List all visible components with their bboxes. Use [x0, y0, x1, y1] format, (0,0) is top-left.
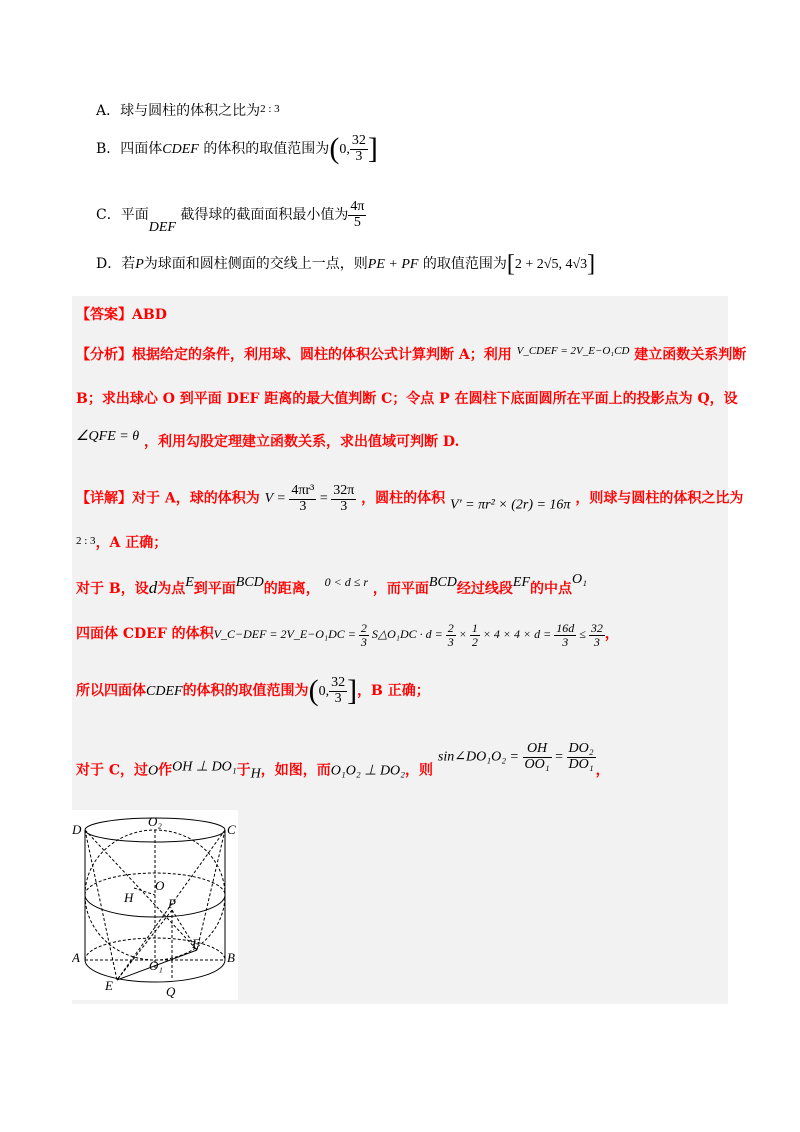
analysis-line-2	[76, 388, 738, 408]
sphere-volume-value: $\frac{32\pi}{3}$	[333, 483, 355, 514]
label-d: D	[72, 822, 82, 837]
detail-b-t4: ，而平面	[372, 581, 429, 597]
d-range: 0 < d ≤ r	[324, 575, 369, 589]
perp-oh: OH ⊥ DO₁	[172, 759, 237, 775]
point-o: O	[148, 763, 159, 779]
analysis-text-1b: 建立函数关系判断	[634, 347, 747, 363]
analysis-label: 【分析】	[76, 347, 132, 363]
perp-o1o2: O₁O₂ ⊥ DO₂	[330, 763, 406, 779]
detail-line-a2	[76, 532, 167, 552]
plane-bcd: BCD	[235, 575, 264, 590]
detail-line-b1	[76, 572, 587, 598]
label-e: E	[105, 978, 113, 993]
detail-a-intro: 对于 A，球的体积为	[132, 490, 260, 507]
option-b-interval-open: 0,	[339, 142, 350, 158]
label-o: O	[155, 878, 165, 893]
detail-line-c: 对于 C，过O作OH ⊥ DO₁于H，如图，而O₁O₂ ⊥ DO₂，则 sin∠DO₁O₂ = $\frac{OH}{\text{OO₁}}$ = $\frac{\text{DO₂}}{\text{DO₁}}$ ，	[76, 741, 610, 782]
answer-line	[76, 304, 167, 324]
label-c: C	[227, 822, 236, 837]
analysis-text-2: B；求出球心 O 到平面 DEF 距离的最大值判断 C；令点 P 在圆柱下底面圆所在平面上的投影点为 Q，设	[76, 391, 738, 407]
analysis-text-1: 根据给定的条件，利用球、圆柱的体积公式计算判断 A；利用	[132, 347, 512, 363]
line-c-f	[197, 830, 225, 950]
detail-b-t6: 的中点	[530, 581, 572, 597]
option-b	[96, 134, 378, 164]
label-a: A	[72, 950, 80, 965]
option-b-object: CDEF	[162, 142, 199, 158]
plane-bcd-2: BCD	[428, 575, 457, 590]
detail-b-intro: 对于 B，设	[76, 581, 149, 597]
option-d-p: P	[135, 257, 144, 272]
label-o2: O₂	[148, 814, 162, 829]
option-d-interval: 2 + 2√5, 4√3	[514, 257, 588, 272]
detail-b-t1: 为点	[157, 581, 186, 597]
analysis-line-1	[76, 344, 746, 364]
detail-line-b3: 所以四面体CDEF的体积的取值范围为(0, $\frac{32}{3}$ ]，B 正确；	[76, 674, 430, 708]
option-b-label: B．四面体	[96, 141, 163, 158]
detail-a-tail: ，则球与圆柱的体积之比为	[575, 490, 744, 507]
sine-formula: sin∠DO₁O₂ = $\frac{OH}{\text{OO₁}}$ = $\frac{\text{DO₂}}{\text{DO₁}}$	[437, 741, 594, 772]
option-c-plane: DEF	[148, 220, 176, 236]
tetra-volume-formula: V_C−DEF = 2V_E−O₁DC = $\frac{2}{3}$ S△O₁DC · d = $\frac{2}{3}$ × $\frac{1}{2}$ × 4 × 4 × d = $\frac{16d}{3}$ ≤ $\frac{32}{3}$	[213, 621, 603, 649]
detail-line-a: 【详解】对于 A，球的体积为 V = $\frac{\text{4πr³}}{3}$ = $\frac{32\pi}{3}$ ，圆柱的体积 V′ = πr² × (2r) = 16π ，则球与圆柱的体积之比为	[76, 483, 744, 514]
figure-svg	[72, 810, 238, 1000]
sphere-volume-fraction: $\frac{\text{4πr³}}{3}$	[291, 483, 315, 514]
detail-b-t3: 的距离，	[263, 581, 320, 597]
analysis-formula-1: V_CDEF = 2V_E−O₁CD	[516, 345, 630, 357]
option-c-fraction: $\frac{4\pi}{5}$	[350, 199, 365, 230]
option-d: D．若P为球面和圆柱侧面的交线上一点，则PE + PF 的取值范围为[2 + 2√5, 4√3]	[96, 251, 596, 277]
option-b-text: 的体积的取值范围为	[203, 141, 330, 158]
range-fraction: $\frac{32}{3}$	[331, 675, 346, 706]
cylinder-sphere-figure	[72, 810, 238, 1000]
label-f: F	[192, 936, 200, 951]
option-b-close-bracket: ]	[367, 132, 378, 166]
line-d-e	[85, 830, 117, 980]
option-b-open-paren: (	[329, 132, 340, 166]
answer-text: 【答案】ABD	[76, 307, 167, 323]
detail-line-b2: 四面体 CDEF 的体积V_C−DEF = 2V_E−O₁DC = $\frac{2}{3}$ S△O₁DC · d = $\frac{2}{3}$ × $\frac{1}{2}$ × 4 × 4 × d = $\frac{16d}{3}$ ≤ $\frac{32}{3}$ ，	[76, 621, 619, 649]
option-d-text2: 的取值范围为	[422, 256, 507, 272]
analysis-text-3: ，利用勾股定理建立函数关系，求出值域可判断 D.	[143, 434, 460, 450]
detail-b-t5: 经过线段	[456, 581, 513, 597]
detail-label: 【详解】	[76, 490, 132, 507]
detail-c-intro: 对于 C，过	[76, 762, 149, 779]
detail-b-correct: ，B 正确；	[357, 683, 430, 700]
label-p: P	[168, 896, 176, 911]
option-b-fraction: $\frac{32}{3}$	[351, 133, 366, 164]
option-d-expr: PE + PF	[367, 257, 419, 272]
analysis-line-3	[76, 428, 459, 451]
analysis-formula-3: ∠QFE = θ	[76, 429, 140, 444]
option-d-text1: 为球面和圆柱侧面的交线上一点，则	[143, 256, 368, 272]
detail-b-t2: 到平面	[193, 581, 236, 597]
label-q: Q	[166, 984, 176, 999]
detail-b-vol-label: 四面体 CDEF 的体积	[76, 625, 214, 642]
label-h: H	[124, 890, 134, 905]
point-e: E	[185, 575, 194, 590]
point-h: H	[250, 766, 261, 782]
option-a-text: A．球与圆柱的体积之比为	[96, 103, 261, 119]
detail-b-concl1: 所以四面体	[76, 683, 146, 700]
option-c	[96, 200, 366, 236]
segment-ef: EF	[512, 575, 530, 590]
volume-ratio: 2 : 3	[76, 535, 96, 547]
option-c-label: C．平面	[96, 207, 149, 224]
option-a-ratio: 2 : 3	[260, 103, 280, 115]
option-d-label: D．若	[96, 256, 136, 272]
cylinder-volume-formula: V′ = πr² × (2r) = 16π	[450, 497, 571, 513]
label-o1: O₁	[149, 958, 163, 973]
label-b: B	[227, 950, 235, 965]
tetra-name: CDEF	[146, 684, 183, 700]
detail-b-concl2: 的体积的取值范围为	[182, 683, 309, 700]
option-a	[96, 100, 280, 120]
point-o1: O₁	[572, 572, 587, 587]
option-c-text: 截得球的截面面积最小值为	[180, 207, 349, 224]
var-d: d	[148, 578, 158, 597]
detail-a-correct: ，A 正确；	[95, 535, 168, 551]
detail-a-cyl-text: ，圆柱的体积	[361, 490, 446, 507]
